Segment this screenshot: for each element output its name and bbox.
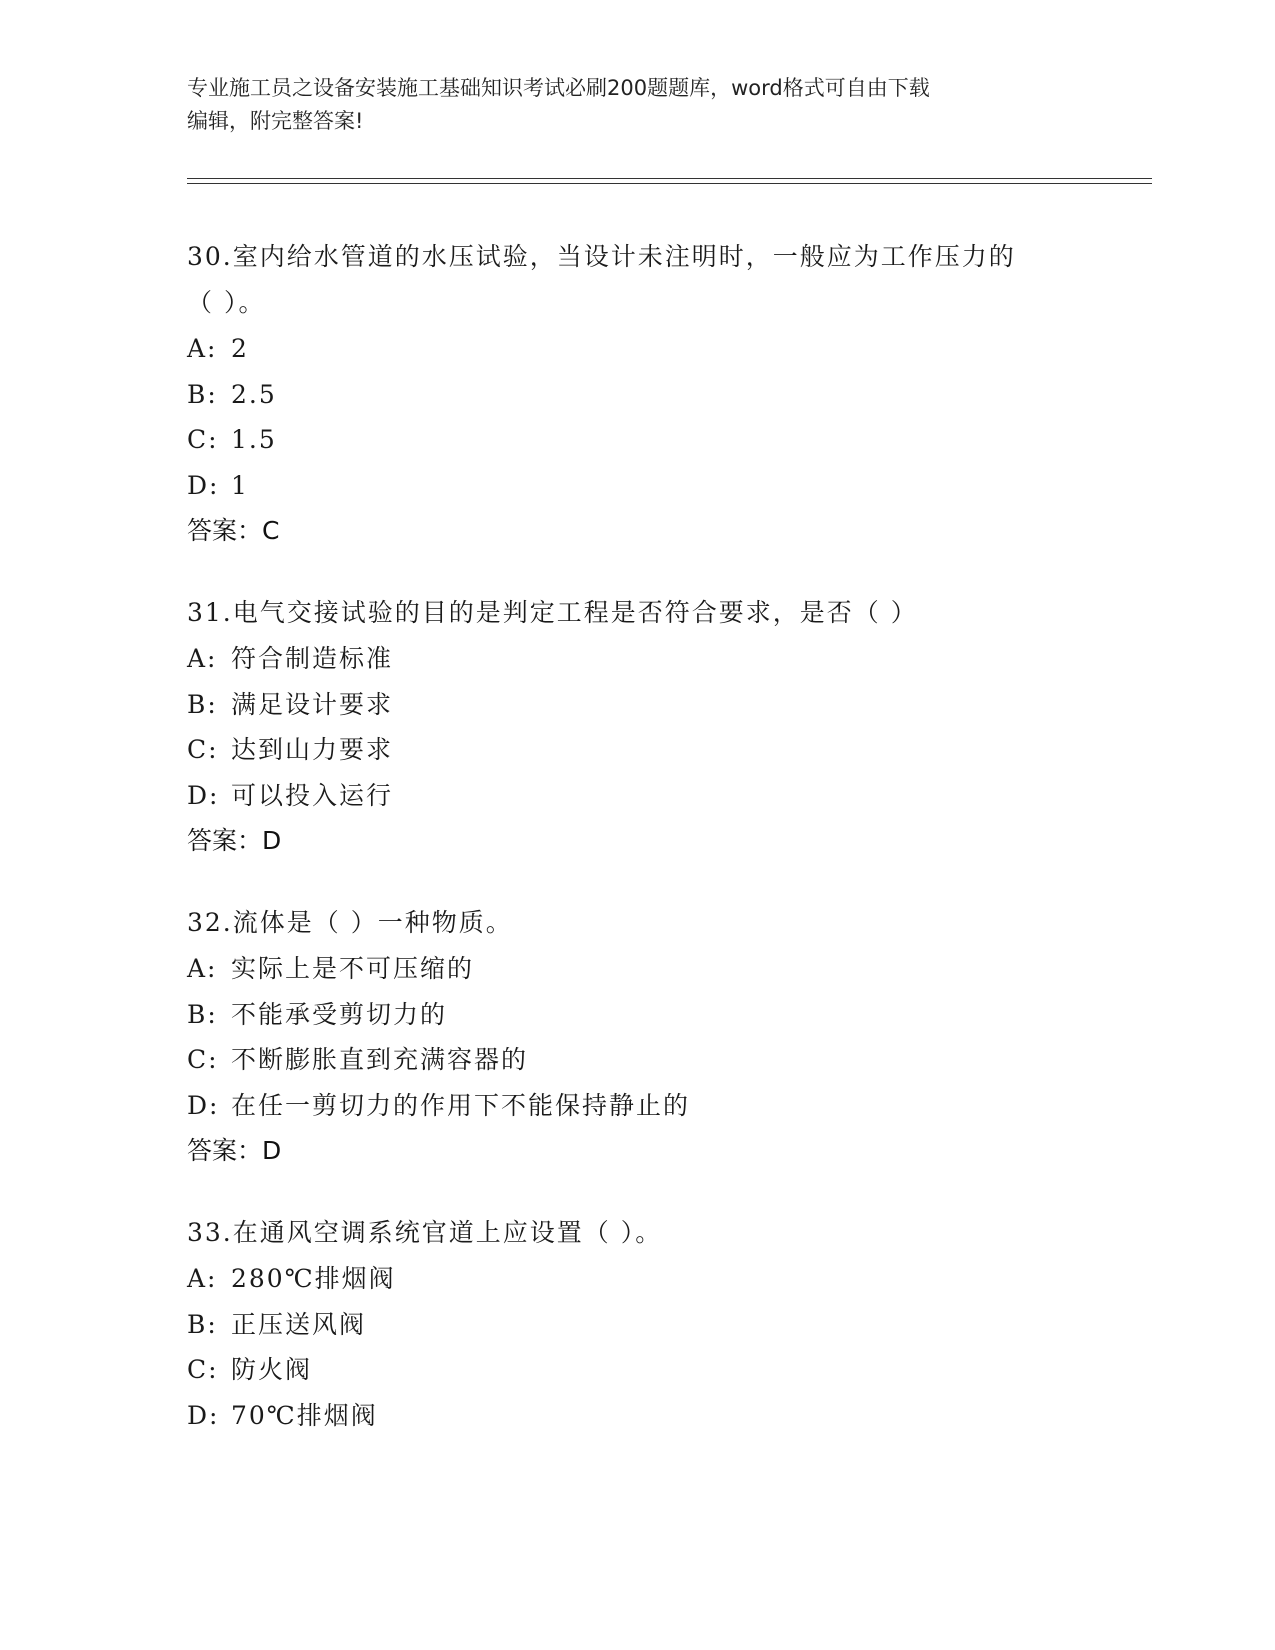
option-letter: C: bbox=[187, 425, 219, 454]
option-text: 在任一剪切力的作用下不能保持静止的 bbox=[231, 1090, 691, 1120]
question-31 bbox=[187, 590, 1107, 864]
option-letter: B: bbox=[187, 379, 218, 409]
option-b bbox=[187, 682, 1107, 728]
option-text: 不能承受剪切力的 bbox=[231, 999, 448, 1029]
option-letter: C: bbox=[187, 735, 219, 764]
option-d bbox=[187, 773, 1107, 819]
option-text: 2 bbox=[231, 334, 249, 363]
header-rule-top bbox=[187, 178, 1152, 179]
question-stem: 31.电气交接试验的目的是判定工程是否符合要求，是否（ ） bbox=[187, 598, 918, 627]
option-letter: B: bbox=[187, 1309, 218, 1339]
option-letter: A: bbox=[187, 954, 218, 983]
question-30 bbox=[187, 234, 1107, 554]
option-text: 2.5 bbox=[231, 379, 277, 409]
option-text: 1.5 bbox=[231, 425, 277, 454]
option-a bbox=[187, 946, 1107, 992]
option-b bbox=[187, 372, 1107, 418]
question-stem: 32.流体是（ ）一种物质。 bbox=[187, 908, 513, 937]
option-letter: C: bbox=[187, 1355, 219, 1384]
document-header bbox=[187, 72, 1067, 138]
header-line-2: 编辑，附完整答案! bbox=[187, 109, 364, 133]
question-33 bbox=[187, 1210, 1107, 1438]
option-letter: D: bbox=[187, 470, 220, 500]
option-letter: D: bbox=[187, 1400, 220, 1430]
option-text: 满足设计要求 bbox=[231, 689, 394, 719]
question-list bbox=[187, 234, 1107, 1474]
option-b bbox=[187, 992, 1107, 1038]
header-rule-bottom bbox=[187, 183, 1152, 184]
option-letter: B: bbox=[187, 689, 218, 719]
option-c bbox=[187, 1037, 1107, 1083]
option-letter: A: bbox=[187, 1264, 218, 1293]
option-d bbox=[187, 1083, 1107, 1129]
answer-line: 答案：D bbox=[187, 826, 282, 855]
option-a bbox=[187, 636, 1107, 682]
option-letter: D: bbox=[187, 1090, 220, 1120]
option-letter: B: bbox=[187, 999, 218, 1029]
option-letter: A: bbox=[187, 334, 218, 363]
option-text: 1 bbox=[231, 470, 249, 500]
header-line-1: 专业施工员之设备安装施工基础知识考试必刷200题题库，word格式可自由下载 bbox=[187, 76, 930, 100]
option-a bbox=[187, 1256, 1107, 1302]
option-text: 可以投入运行 bbox=[231, 780, 394, 810]
option-text: 不断膨胀直到充满容器的 bbox=[231, 1045, 529, 1074]
option-text: 达到山力要求 bbox=[231, 735, 394, 764]
option-d bbox=[187, 1393, 1107, 1439]
option-letter: D: bbox=[187, 780, 220, 810]
option-d bbox=[187, 463, 1107, 509]
option-text: 正压送风阀 bbox=[231, 1309, 367, 1339]
answer-line: 答案：D bbox=[187, 1136, 282, 1165]
option-letter: C: bbox=[187, 1045, 219, 1074]
question-stem: 30.室内给水管道的水压试验，当设计未注明时，一般应为工作压力的 bbox=[187, 242, 1016, 271]
option-text: 符合制造标准 bbox=[231, 644, 394, 673]
option-b bbox=[187, 1302, 1107, 1348]
option-letter: A: bbox=[187, 644, 218, 673]
answer-line: 答案：C bbox=[187, 516, 280, 545]
question-stem-continued: （ ）。 bbox=[187, 288, 266, 317]
question-32 bbox=[187, 900, 1107, 1174]
option-text: 防火阀 bbox=[231, 1355, 313, 1384]
question-stem: 33.在通风空调系统官道上应设置（ ）。 bbox=[187, 1218, 663, 1247]
option-text: 70℃排烟阀 bbox=[231, 1400, 378, 1430]
option-a bbox=[187, 326, 1107, 372]
option-c bbox=[187, 1347, 1107, 1393]
option-text: 280℃排烟阀 bbox=[231, 1264, 396, 1293]
option-c bbox=[187, 417, 1107, 463]
option-c bbox=[187, 727, 1107, 773]
option-text: 实际上是不可压缩的 bbox=[231, 954, 475, 983]
